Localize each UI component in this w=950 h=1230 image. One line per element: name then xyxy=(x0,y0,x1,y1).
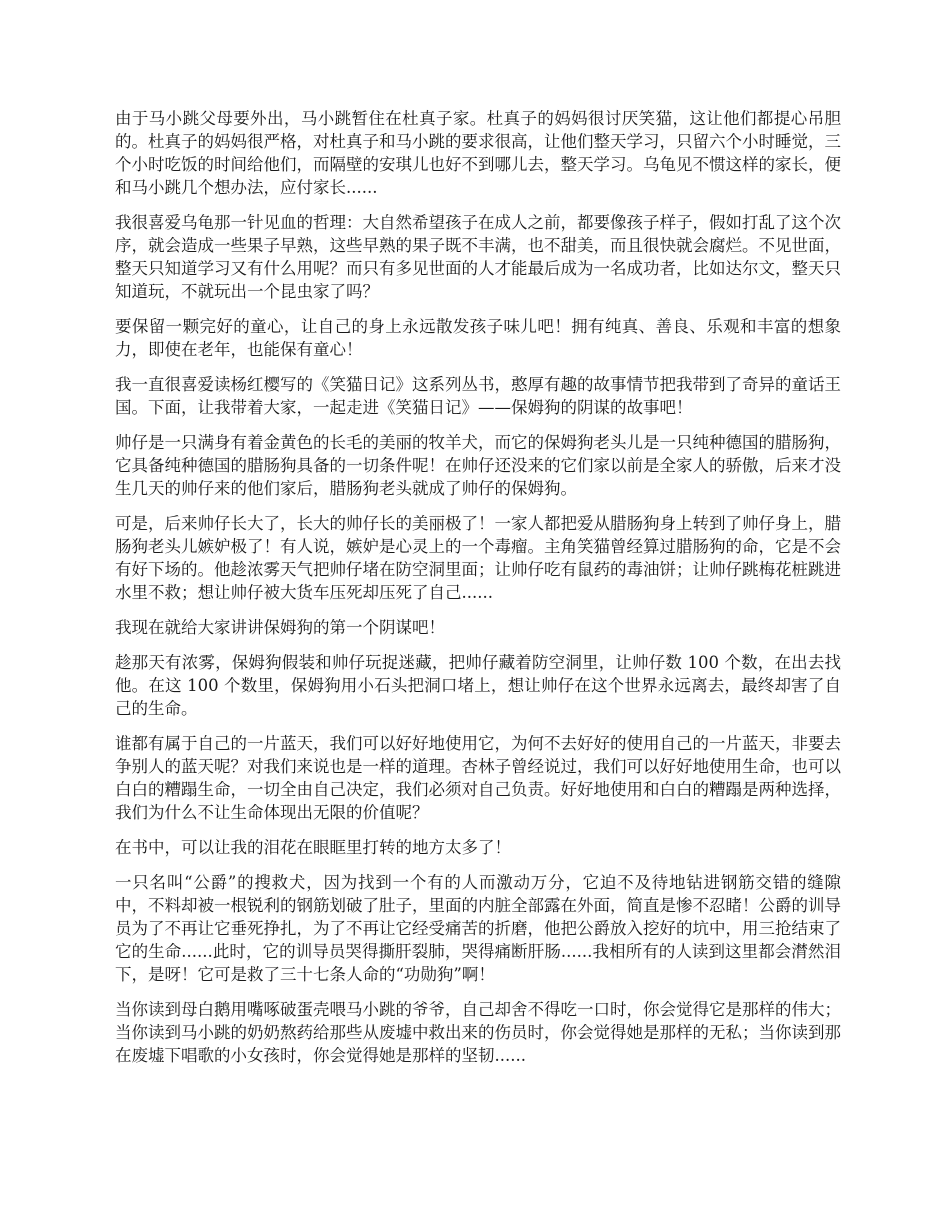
paragraph-2: 我很喜爱乌龟那一针见血的哲理：大自然希望孩子在成人之前，都要像孩子样子，假如打乱了这个次序，就会造成一些果子早熟，这些早熟的果子既不丰满，也不甜美，而且很快就会腐烂。不见世面，整天只知道学习又有什么用呢？而只有多见世面的人才能最后成为一名成功者，比如达尔文，整天只知道玩，不就玩出一个昆虫家了吗？ xyxy=(115,213,841,301)
paragraph-3: 要保留一颗完好的童心，让自己的身上永远散发孩子味儿吧！拥有纯真、善良、乐观和丰富的想象力，即使在老年，也能保有童心！ xyxy=(115,317,841,359)
paragraph-12: 当你读到母白鹅用嘴啄破蛋壳喂马小跳的爷爷，自己却舍不得吃一口时，你会觉得它是那样的伟大；当你读到马小跳的奶奶熬药给那些从废墟中救出来的伤员时，你会觉得她是那样的无私；当你读到那在废墟下唱歌的小女孩时，你会觉得她是那样的坚韧...... xyxy=(115,1000,841,1065)
paragraph-11: 一只名叫“公爵”的搜救犬，因为找到一个有的人而激动万分，它迫不及待地钻进钢筋交错的缝隙中，不料却被一根锐利的钢筋划破了肚子，里面的内脏全部露在外面，简直是惨不忍睹！公爵的训导员为了不再让它垂死挣扎，为了不再让它经受痛苦的折磨，他把公爵放入挖好的坑中，用三抢结束了它的生命......此时，它的训导员哭得撕肝裂肺，哭得痛断肝肠......我相所有的人读到这里都会潸然泪下，是呀！它可是救了三十七条人命的“功勋狗”啊！ xyxy=(115,873,841,984)
paragraph-1: 由于马小跳父母要外出，马小跳暂住在杜真子家。杜真子的妈妈很讨厌笑猫，这让他们都提心吊胆的。杜真子的妈妈很严格，对杜真子和马小跳的要求很高，让他们整天学习，只留六个小时睡觉，三个小时吃饭的时间给他们，而隔壁的安琪儿也好不到哪儿去，整天学习。乌龟见不惯这样的家长，便和马小跳几个想办法，应付家长...... xyxy=(115,109,841,197)
paragraph-5: 帅仔是一只满身有着金黄色的长毛的美丽的牧羊犬，而它的保姆狗老头儿是一只纯种德国的腊肠狗，它具备纯种德国的腊肠狗具备的一切条件呢！在帅仔还没来的它们家以前是全家人的骄傲，后来才没生几天的帅仔来的他们家后，腊肠狗老头就成了帅仔的保姆狗。 xyxy=(115,433,841,498)
paragraph-8: 趁那天有浓雾，保姆狗假装和帅仔玩捉迷藏，把帅仔藏着防空洞里，让帅仔数 100 个数，在出去找他。在这 100 个数里，保姆狗用小石头把洞口堵上，想让帅仔在这个世界永远离去，最终却害了自己的生命。 xyxy=(115,653,841,718)
document-page xyxy=(115,107,841,1079)
paragraph-6: 可是，后来帅仔长大了，长大的帅仔长的美丽极了！一家人都把爱从腊肠狗身上转到了帅仔身上，腊肠狗老头儿嫉妒极了！有人说，嫉妒是心灵上的一个毒瘤。主角笑猫曾经算过腊肠狗的命，它是不会有好下场的。他趁浓雾天气把帅仔堵在防空洞里面；让帅仔吃有鼠药的毒油饼；让帅仔跳梅花桩跳进水里不救；想让帅仔被大货车压死却压死了自己...... xyxy=(115,514,841,602)
paragraph-10: 在书中，可以让我的泪花在眼眶里打转的地方太多了！ xyxy=(115,838,511,857)
paragraph-7: 我现在就给大家讲讲保姆狗的第一个阴谋吧！ xyxy=(115,618,445,637)
paragraph-4: 我一直很喜爱读杨红樱写的《笑猫日记》这系列丛书，憨厚有趣的故事情节把我带到了奇异的童话王国。下面，让我带着大家，一起走进《笑猫日记》——保姆狗的阴谋的故事吧！ xyxy=(115,375,841,417)
paragraph-9: 谁都有属于自己的一片蓝天，我们可以好好地使用它，为何不去好好的使用自己的一片蓝天，非要去争别人的蓝天呢？对我们来说也是一样的道理。杏林子曾经说过，我们可以好好地使用生命，也可以白白的糟蹋生命，一切全由自己决定，我们必须对自己负责。好好地使用和白白的糟蹋是两种选择，我们为什么不让生命体现出无限的价值呢？ xyxy=(115,734,841,822)
